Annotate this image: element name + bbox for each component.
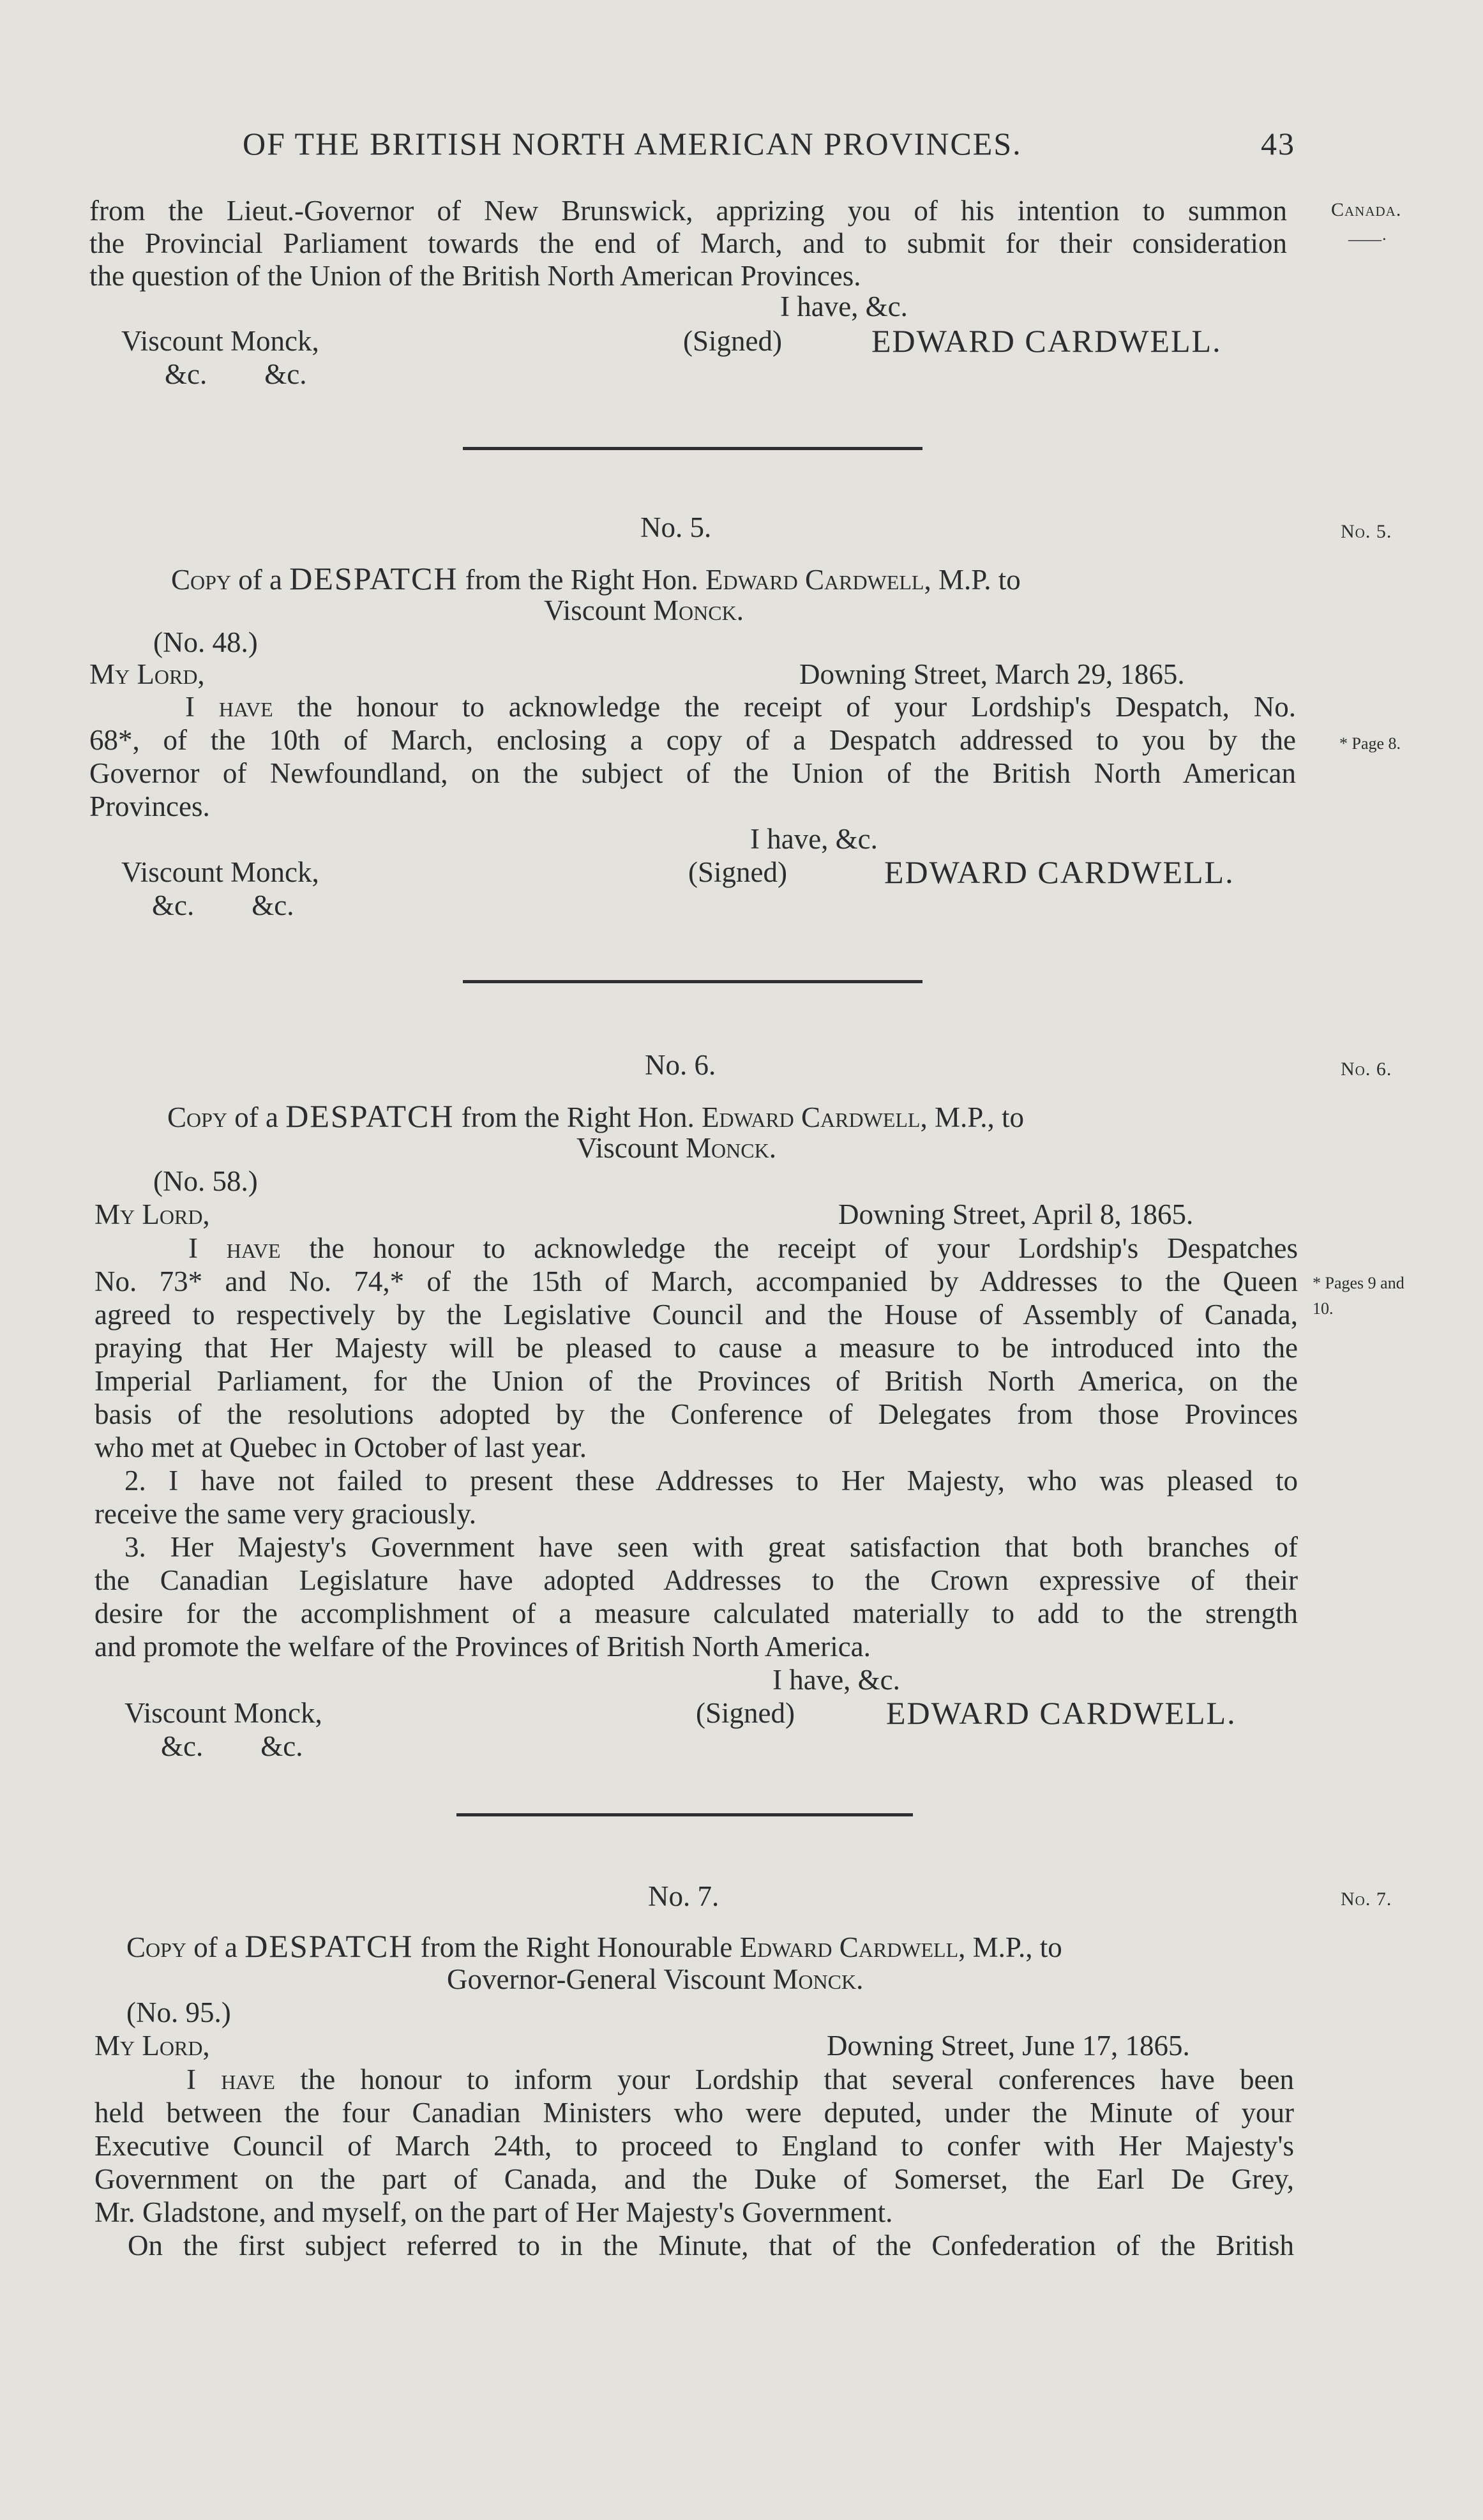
place-date: Downing Street, March 29, 1865.	[799, 658, 1185, 690]
place-date: Downing Street, June 17, 1865.	[827, 2030, 1190, 2062]
despatch-title: Copy of a DESPATCH from the Right Honourable Edward Cardwell, M.P., to	[126, 1928, 1062, 1964]
section-divider	[463, 980, 922, 983]
signatory: EDWARD CARDWELL.	[886, 1695, 1237, 1731]
body-line: praying that Her Majesty will be pleased to cause a measure to be introduced into the	[94, 1332, 1298, 1364]
despatch-reference: (No. 95.)	[126, 1996, 231, 2028]
place-date: Downing Street, April 8, 1865.	[838, 1198, 1194, 1230]
closing: I have, &c.	[780, 290, 908, 322]
body-line: and promote the welfare of the Provinces of British North America.	[94, 1631, 871, 1663]
signed-label: (Signed)	[688, 856, 787, 888]
closing: I have, &c.	[772, 1664, 900, 1696]
despatch-title-line2: Governor-General Viscount Monck.	[447, 1963, 864, 1995]
salutation: My Lord,	[94, 1198, 210, 1230]
closing: I have, &c.	[750, 823, 878, 855]
body-line: receive the same very graciously.	[94, 1498, 477, 1530]
despatch-reference: (No. 58.)	[153, 1165, 258, 1197]
despatch-title-line2: Viscount Monck.	[544, 594, 744, 626]
body-line: On the first subject referred to in the Minute, that of the Confederation of the British	[128, 2230, 1294, 2261]
body-line: Imperial Parliament, for the Union of the Provinces of British North America, on the	[94, 1365, 1298, 1397]
continuation-line: the question of the Union of the British North American Provinces.	[89, 260, 861, 292]
body-line: Governor of Newfoundland, on the subject of the Union of the British North American	[89, 757, 1296, 789]
signatory: EDWARD CARDWELL.	[871, 323, 1222, 359]
despatch-reference: (No. 48.)	[153, 626, 258, 658]
body-line: basis of the resolutions adopted by the Conference of Delegates from those Provinces	[94, 1398, 1298, 1430]
body-line: 68*, of the 10th of March, enclosing a copy of a Despatch addressed to you by the	[89, 724, 1296, 756]
section-divider	[463, 447, 922, 450]
body-line: Executive Council of March 24th, to proceed to England to confer with Her Majesty's	[94, 2130, 1294, 2162]
body-line: I have the honour to acknowledge the receipt of your Lordship's Despatch, No.	[185, 691, 1296, 723]
running-title: OF THE BRITISH NORTH AMERICAN PROVINCES.	[243, 126, 1022, 162]
section-divider	[456, 1813, 913, 1816]
page-number: 43	[1261, 126, 1295, 162]
signed-label: (Signed)	[696, 1697, 795, 1729]
signed-label: (Signed)	[683, 325, 782, 357]
body-line: 2. I have not failed to present these Addresses to Her Majesty, who was pleased to	[124, 1465, 1298, 1497]
salutation: My Lord,	[94, 2030, 210, 2062]
margin-note-pages9and10: * Pages 9 and 10.	[1313, 1274, 1404, 1318]
margin-note-canada: Canada.	[1331, 199, 1402, 220]
continuation-line: the Provincial Parliament towards the end of March, and to submit for their consideration	[89, 227, 1287, 259]
addressee: Viscount Monck,	[121, 856, 319, 888]
body-line: held between the four Canadian Ministers who were deputed, under the Minute of your	[94, 2097, 1294, 2129]
signatory: EDWARD CARDWELL.	[884, 854, 1235, 890]
despatch-title: Copy of a DESPATCH from the Right Hon. Edward Cardwell, M.P. to	[171, 561, 1021, 596]
body-line: the Canadian Legislature have adopted Addresses to the Crown expressive of their	[94, 1564, 1298, 1596]
addressee-etc: &c. &c.	[165, 358, 307, 390]
body-line: I have the honour to acknowledge the receipt of your Lordship's Despatches	[188, 1232, 1298, 1264]
body-line: 3. Her Majesty's Government have seen with great satisfaction that both branches of	[124, 1531, 1298, 1563]
despatch-title: Copy of a DESPATCH from the Right Hon. Edward Cardwell, M.P., to	[167, 1098, 1025, 1134]
margin-note-no6: No. 6.	[1341, 1059, 1392, 1080]
body-line: Provinces.	[89, 790, 210, 822]
addressee: Viscount Monck,	[124, 1697, 322, 1729]
addressee: Viscount Monck,	[121, 325, 319, 357]
body-line: who met at Quebec in October of last year.	[94, 1431, 587, 1463]
body-line: No. 73* and No. 74,* of the 15th of March, accompanied by Addresses to the Queen	[94, 1265, 1298, 1297]
despatch-number: No. 6.	[645, 1049, 716, 1081]
body-line: I have the honour to inform your Lordship that several conferences have been	[186, 2064, 1294, 2095]
margin-note-no7: No. 7.	[1341, 1889, 1392, 1910]
despatch-title-line2: Viscount Monck.	[576, 1132, 776, 1164]
despatch-number: No. 5.	[640, 511, 712, 543]
margin-note-no5: No. 5.	[1341, 521, 1392, 542]
salutation: My Lord,	[89, 658, 205, 690]
addressee-etc: &c. &c.	[161, 1730, 303, 1762]
continuation-line: from the Lieut.-Governor of New Brunswick, apprizing you of his intention to summon	[89, 195, 1287, 227]
addressee-etc: &c. &c.	[152, 889, 294, 921]
body-line: desire for the accomplishment of a measure calculated materially to add to the strength	[94, 1597, 1298, 1629]
body-line: Government on the part of Canada, and the Duke of Somerset, the Earl De Grey,	[94, 2163, 1294, 2195]
margin-note-page8: * Page 8.	[1339, 734, 1401, 753]
body-line: Mr. Gladstone, and myself, on the part of Her Majesty's Government.	[94, 2196, 893, 2228]
body-line: agreed to respectively by the Legislative Council and the House of Assembly of Canada,	[94, 1299, 1298, 1331]
margin-note-dash: ——·	[1348, 230, 1387, 248]
despatch-number: No. 7.	[648, 1880, 719, 1912]
